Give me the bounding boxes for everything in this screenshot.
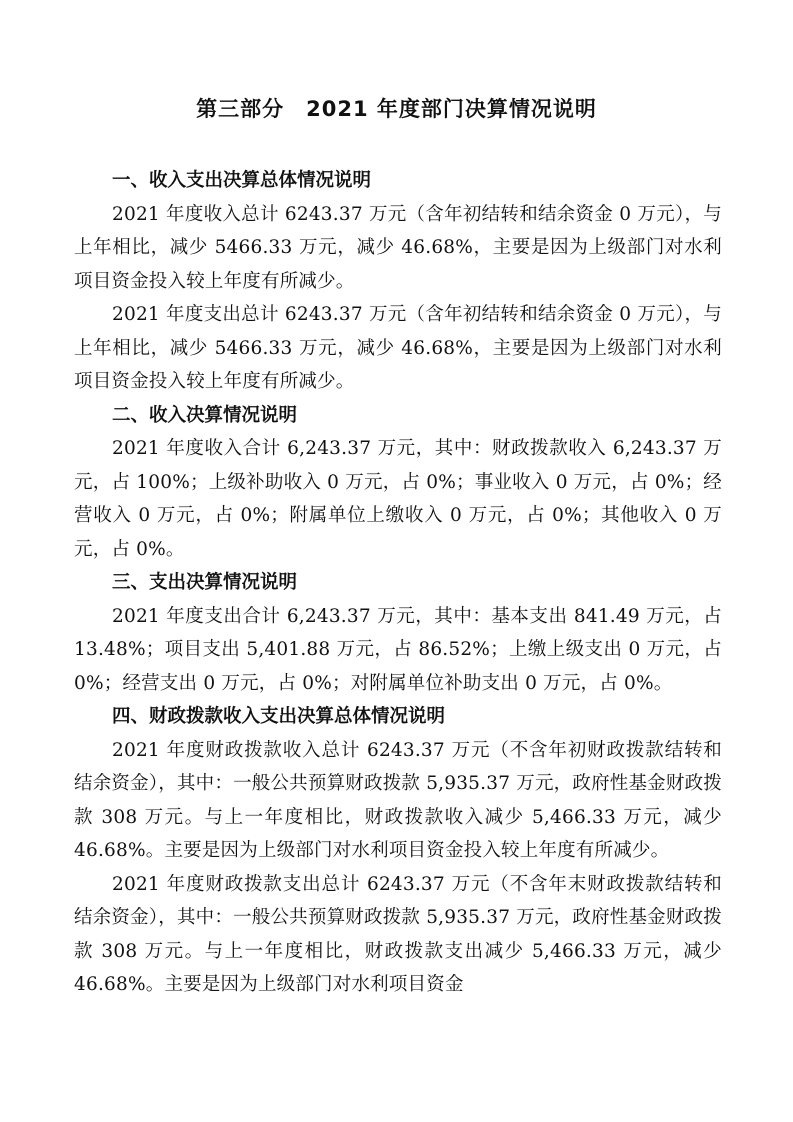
paragraph-income-detail: 2021 年度收入合计 6,243.37 万元，其中：财政拨款收入 6,243.37 万元，占 100%；上级补助收入 0 万元，占 0%；事业收入 0 万元，占 0%；经营收入 0 万元，占 0%；附属单位上缴收入 0 万元，占 0%；其他收入 0 万元，占 0%。: [74, 438, 722, 560]
section-heading-fiscal-appropriation: 四、财政拨款收入支出决算总体情况说明: [112, 706, 446, 727]
paragraph-expenditure-detail: 2021 年度支出合计 6,243.37 万元，其中：基本支出 841.49 万元，占 13.48%；项目支出 5,401.88 万元，占 86.52%；上缴上级支出 0 万元，占 0%；经营支出 0 万元，占 0%；对附属单位补助支出 0 万元，占 0%。: [74, 605, 722, 694]
section-heading-income: 二、收入决算情况说明: [112, 404, 298, 426]
paragraph-total-income: 2021 年度收入总计 6243.37 万元（含年初结转和结余资金 0 万元），与上年相比，减少 5466.33 万元，减少 46.68%，主要是因为上级部门对水利项目资金投入较上年度有所减少。: [74, 203, 722, 292]
page-title: 第三部分 2021 年度部门决算情况说明: [196, 97, 597, 121]
paragraph-fiscal-income: 2021 年度财政拨款收入总计 6243.37 万元（不含年初财政拨款结转和结余资金），其中：一般公共预算财政拨款 5,935.37 万元，政府性基金财政拨款 308 万元。与上一年度相比，财政拨款收入减少 5,466.33 万元，减少 46.68%。主要是因为上级部门对水利项目资金投入较上年度有所减少。: [74, 739, 722, 861]
section-heading-expenditure: 三、支出决算情况说明: [112, 572, 298, 593]
document-body: [74, 164, 722, 1002]
paragraph-fiscal-expenditure: 2021 年度财政拨款支出总计 6243.37 万元（不含年末财政拨款结转和结余资金），其中：一般公共预算财政拨款 5,935.37 万元，政府性基金财政拨款 308 万元。与上一年度相比，财政拨款支出减少 5,466.33 万元，减少 46.68%。主要是因为上级部门对水利项目资金: [74, 873, 722, 995]
section-heading-overall: 一、收入支出决算总体情况说明: [112, 170, 372, 191]
paragraph-total-expenditure: 2021 年度支出总计 6243.37 万元（含年初结转和结余资金 0 万元），与上年相比，减少 5466.33 万元，减少 46.68%，主要是因为上级部门对水利项目资金投入较上年度有所减少。: [74, 304, 722, 392]
